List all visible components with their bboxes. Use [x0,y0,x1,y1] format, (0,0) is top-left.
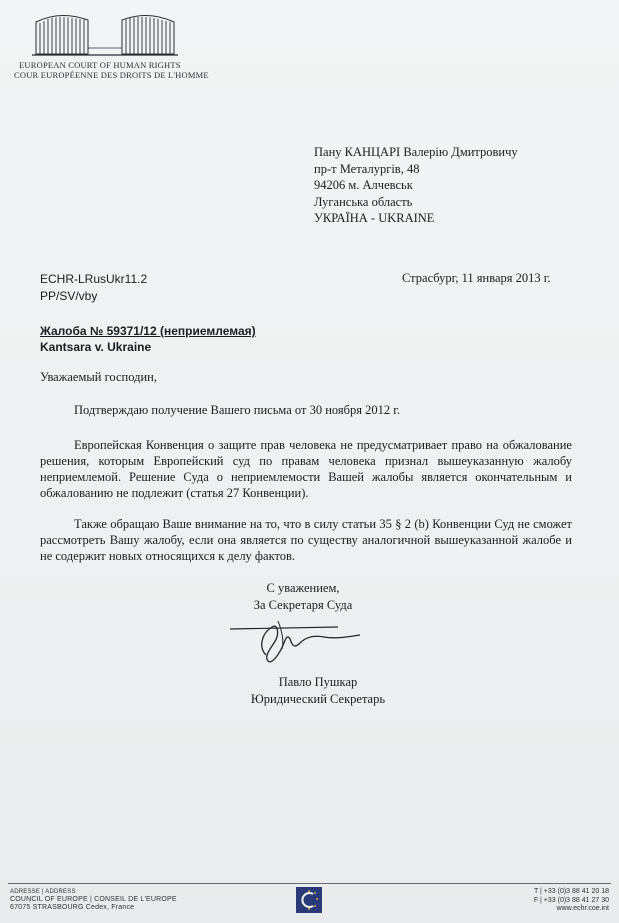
court-name-en: EUROPEAN COURT OF HUMAN RIGHTS [19,60,181,70]
address-org: COUNCIL OF EUROPE | CONSEIL DE L'EUROPE [10,896,177,903]
letter-date: Страсбург, 11 января 2013 г. [402,271,551,285]
recipient-address [314,144,518,227]
case-title: Kantsara v. Ukraine [40,340,152,354]
reference-code: ECHR-LRusUkr11.2 [40,272,148,286]
paragraph-text: Также обращаю Ваше внимание на то, что в силу статьи 35 § 2 (b) Конвенции Суд не сможет рассмотреть Вашу жалобу, если она является по существу аналогичной вышеуказанной жалобе и не содержит новых относящихся к делу фактов. [40,517,572,563]
paragraph [40,516,572,564]
website: www.echr.coe.int [556,905,609,912]
address-city: 67075 STRASBOURG Cedex, France [10,904,135,911]
footer-address [10,888,177,912]
recipient-line: 94206 м. Алчевськ [314,178,413,192]
recipient-line: Луганська область [314,194,413,209]
reference-initials: PP/SV/vby [40,288,98,303]
paragraph [40,437,572,501]
court-name-fr: COUR EUROPÉENNE DES DROITS DE L'HOMME [14,70,209,80]
paragraph-text: Подтверждаю получение Вашего письма от 30 ноября 2012 г. [74,403,401,417]
fax-number: F | +33 (0)3 88 41 27 30 [533,896,609,904]
council-of-europe-logo [296,887,322,913]
footer [0,880,619,923]
closing-greeting: С уважением, [266,581,340,595]
signer-block [238,674,398,708]
phone-number: T | +33 (0)3 88 41 20 18 [533,888,609,895]
address-label: ADRESSE | ADDRESS [10,889,76,895]
subject-block [40,323,256,355]
paragraph-text: Европейская Конвенция о защите прав человека не предусматривает право на обжалование решения, которым Европейский суд по правам человека признал вышеуказанную жалобу неприемлемой. Решение Суда о неприемлемости Вашей жалобы является окончательным и обжалованию не подлежит (статья 27 Конвенции). [40,438,572,500]
signer-name: Павло Пушкар [278,675,358,689]
court-building-logo [30,8,180,56]
handwritten-signature [228,613,368,673]
recipient-line: УКРАЇНА - UKRAINE [314,211,435,225]
paragraph [40,402,572,418]
letterhead [14,8,214,80]
recipient-line: Пану КАНЦАРІ Валерію Дмитровичу [314,145,518,159]
recipient-line: пр-т Металургів, 48 [314,161,420,176]
reference-block [40,271,147,304]
closing-block [238,580,368,613]
signer-title: Юридический Секретарь [250,692,386,706]
footer-contact [534,888,609,914]
closing-for-registrar: За Секретаря Суда [253,597,353,612]
footer-divider [8,883,611,884]
application-number: Жалоба № 59371/12 (неприемлемая) [40,324,256,338]
salutation: Уважаемый господин, [40,370,157,384]
